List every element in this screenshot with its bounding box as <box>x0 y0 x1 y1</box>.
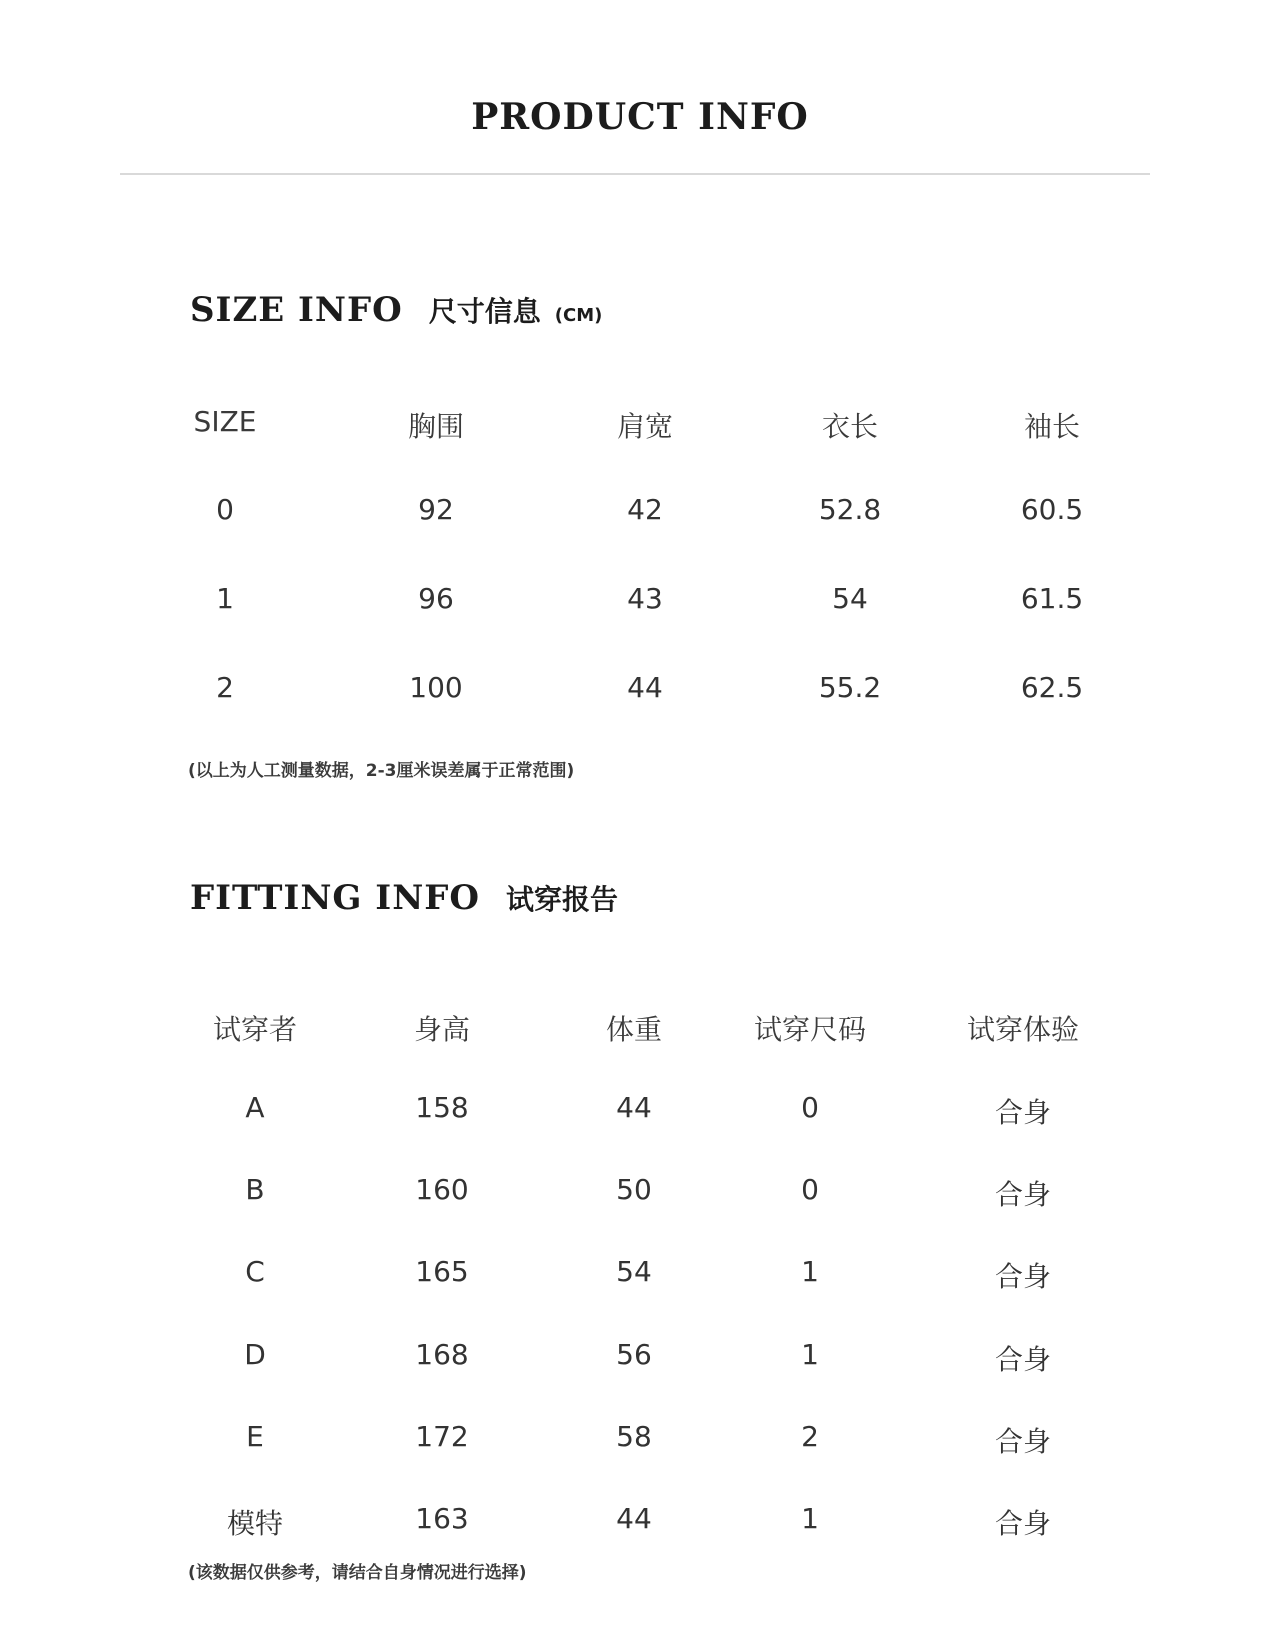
page-title: PRODUCT INFO <box>471 96 809 138</box>
fitting-info-title-zh: 试穿报告 <box>506 883 619 916</box>
size-info-title-zh: 尺寸信息 <box>428 295 541 328</box>
fitting-table-cell: 1 <box>801 1338 819 1371</box>
size-table-header-cell: 袖长 <box>1023 410 1081 443</box>
size-table-cell: 42 <box>627 493 663 526</box>
fitting-table-cell: 合身 <box>994 1260 1052 1293</box>
size-table-cell: 100 <box>409 671 463 704</box>
size-table-cell: 96 <box>418 582 454 615</box>
fitting-table-cell: 合身 <box>994 1096 1052 1129</box>
title-divider <box>120 173 1150 175</box>
fitting-table-cell: 158 <box>415 1091 469 1124</box>
fitting-table-cell: 2 <box>801 1420 819 1453</box>
size-table-cell: 2 <box>216 671 234 704</box>
fitting-table-cell: 172 <box>415 1420 469 1453</box>
fitting-info-heading <box>190 878 618 918</box>
fitting-table-cell: 56 <box>616 1338 652 1371</box>
fitting-table-cell: 58 <box>616 1420 652 1453</box>
fitting-table-cell: A <box>245 1091 265 1124</box>
fitting-table-cell: 合身 <box>994 1343 1052 1376</box>
size-info-heading <box>190 290 602 330</box>
size-table-cell: 52.8 <box>818 493 882 526</box>
fitting-table-header-cell: 身高 <box>413 1013 471 1046</box>
fitting-table-cell: 160 <box>415 1173 469 1206</box>
size-table-cell: 55.2 <box>818 671 882 704</box>
fitting-table-cell: 44 <box>616 1091 652 1124</box>
size-table-header-cell: SIZE <box>193 405 257 438</box>
fitting-table-cell: D <box>244 1338 266 1371</box>
size-table-cell: 54 <box>832 582 868 615</box>
size-table-cell: 92 <box>418 493 454 526</box>
size-table-header-cell: 肩宽 <box>616 410 674 443</box>
fitting-table-cell: 合身 <box>994 1507 1052 1540</box>
size-table-header-cell: 衣长 <box>821 410 879 443</box>
fitting-info-note: (该数据仅供参考，请结合自身情况进行选择) <box>188 1563 527 1583</box>
size-table-header-cell: 胸围 <box>407 410 465 443</box>
fitting-table-header-cell: 试穿体验 <box>966 1013 1080 1046</box>
size-table-cell: 44 <box>627 671 663 704</box>
size-table-cell: 61.5 <box>1020 582 1084 615</box>
fitting-table-cell: 合身 <box>994 1178 1052 1211</box>
fitting-table-cell: E <box>246 1420 264 1453</box>
fitting-table-cell: 1 <box>801 1255 819 1288</box>
fitting-table-header-cell: 试穿尺码 <box>753 1013 867 1046</box>
fitting-table-cell: 54 <box>616 1255 652 1288</box>
fitting-table-cell: 1 <box>801 1502 819 1535</box>
fitting-table-header-cell: 体重 <box>605 1013 663 1046</box>
size-info-unit: (CM) <box>554 305 603 326</box>
fitting-table-cell: 0 <box>801 1091 819 1124</box>
fitting-table-cell: 0 <box>801 1173 819 1206</box>
fitting-table-cell: 50 <box>616 1173 652 1206</box>
size-table-cell: 1 <box>216 582 234 615</box>
fitting-info-title-en: FITTING INFO <box>190 878 481 918</box>
size-table-cell: 60.5 <box>1020 493 1084 526</box>
fitting-table-cell: 44 <box>616 1502 652 1535</box>
fitting-table-header-cell: 试穿者 <box>212 1013 298 1046</box>
fitting-table-cell: C <box>245 1255 265 1288</box>
fitting-table-cell: 合身 <box>994 1425 1052 1458</box>
fitting-table-cell: 168 <box>415 1338 469 1371</box>
fitting-table-cell: B <box>245 1173 265 1206</box>
size-table-cell: 0 <box>216 493 234 526</box>
size-table-cell: 62.5 <box>1020 671 1084 704</box>
fitting-table-cell: 165 <box>415 1255 469 1288</box>
fitting-table-cell: 163 <box>415 1502 469 1535</box>
size-info-title-en: SIZE INFO <box>190 290 403 330</box>
size-table-cell: 43 <box>627 582 663 615</box>
size-info-note: (以上为人工测量数据，2-3厘米误差属于正常范围) <box>188 761 575 781</box>
fitting-table-cell: 模特 <box>226 1507 284 1540</box>
